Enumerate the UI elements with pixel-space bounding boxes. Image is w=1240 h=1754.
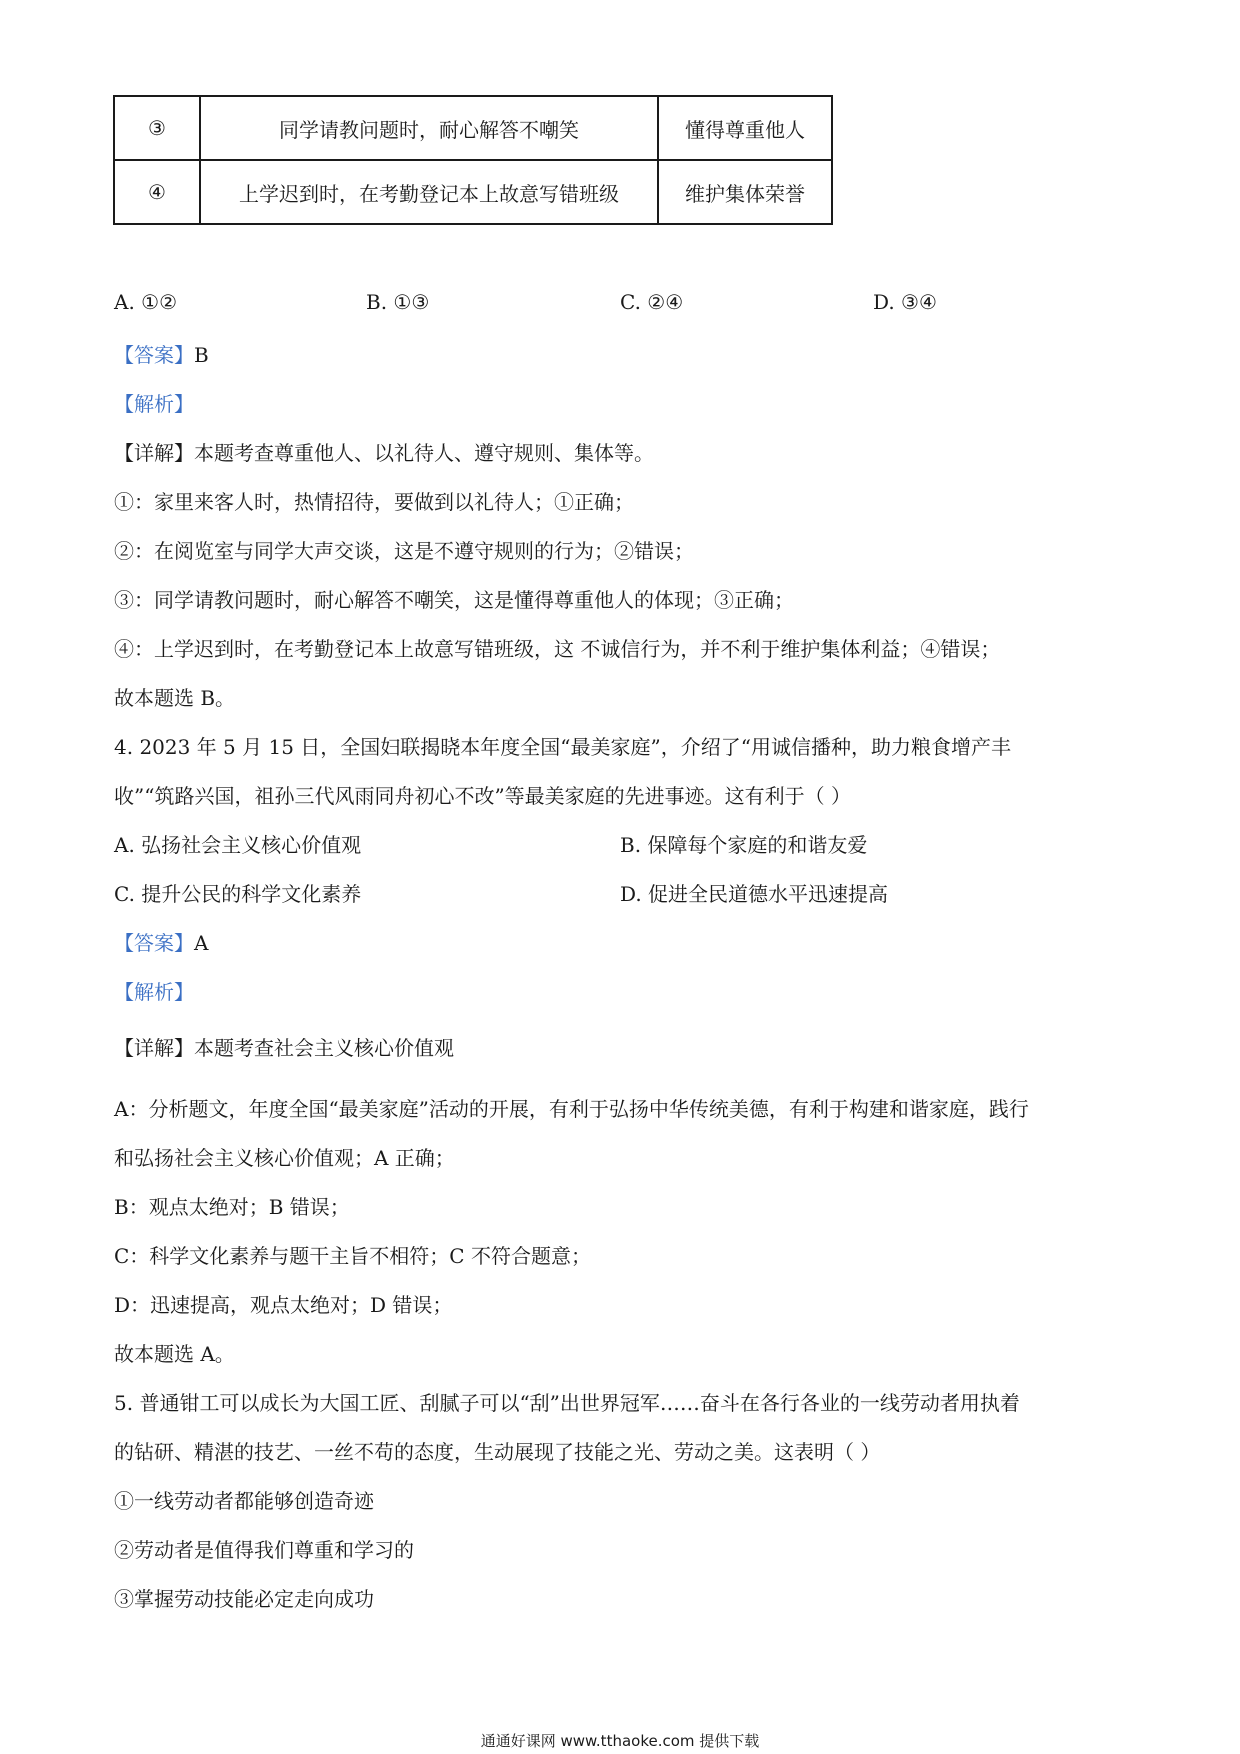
q3-option-d: D. ③④ <box>873 290 937 314</box>
q3-answer <box>114 339 209 368</box>
q4-detail <box>114 1032 454 1061</box>
q3-line-4: ④：上学迟到时，在考勤登记本上故意写错班级，这 不诚信行为，并不利于维护集体利益；④错误； <box>114 637 1001 661</box>
q4-option-c: C. 提升公民的科学文化素养 <box>114 882 362 906</box>
q3-option-c: C. ②④ <box>620 290 684 314</box>
q4-answer <box>114 927 208 956</box>
q5-stem-line-1: 5. 普通钳工可以成长为大国工匠、刮腻子可以“刮”出世界冠军……奋斗在各行各业的一线劳动者用执着 <box>114 1391 1020 1415</box>
q4-line-1: A：分析题文，年度全国“最美家庭”活动的开展，有利于弘扬中华传统美德，有利于构建和谐家庭，践行 <box>114 1097 1029 1121</box>
row-behavior: 同学请教问题时，耐心解答不嘲笑 <box>200 96 658 160</box>
answer-value: B <box>194 343 209 367</box>
q4-option-a: A. 弘扬社会主义核心价值观 <box>114 833 362 857</box>
detail-tag: 【详解】 <box>114 1036 194 1060</box>
detail-text: 本题考查尊重他人、以礼待人、遵守规则、集体等。 <box>194 441 654 465</box>
row-number: ④ <box>114 160 200 224</box>
answer-tag: 【答案】 <box>114 343 194 367</box>
q4-line-2: 和弘扬社会主义核心价值观；A 正确； <box>114 1146 455 1170</box>
row-number: ③ <box>114 96 200 160</box>
detail-text: 本题考查社会主义核心价值观 <box>194 1036 454 1060</box>
q4-conclusion: 故本题选 A。 <box>114 1342 235 1366</box>
page-footer: 通通好课网 www.tthaoke.com 提供下载 <box>480 1732 760 1750</box>
answer-value: A <box>194 931 209 955</box>
q5-item-3: ③掌握劳动技能必定走向成功 <box>114 1587 374 1611</box>
q3-conclusion: 故本题选 B。 <box>114 686 236 710</box>
q4-stem-line-2: 收”“筑路兴国，祖孙三代风雨同舟初心不改”等最美家庭的先进事迹。这有利于（ ） <box>114 784 852 808</box>
q5-item-2: ②劳动者是值得我们尊重和学习的 <box>114 1538 414 1562</box>
q3-option-a: A. ①② <box>114 290 178 314</box>
options-table <box>113 95 833 225</box>
q3-analysis-tag: 【解析】 <box>114 392 194 416</box>
row-evaluation: 维护集体荣誉 <box>658 160 832 224</box>
detail-tag: 【详解】 <box>114 441 194 465</box>
q3-option-b: B. ①③ <box>366 290 430 314</box>
q3-line-3: ③：同学请教问题时，耐心解答不嘲笑，这是懂得尊重他人的体现；③正确； <box>114 588 794 612</box>
q4-stem-line-1: 4. 2023 年 5 月 15 日，全国妇联揭晓本年度全国“最美家庭”，介绍了“用诚信播种，助力粮食增产丰 <box>114 735 1011 759</box>
q5-stem-line-2: 的钻研、精湛的技艺、一丝不苟的态度，生动展现了技能之光、劳动之美。这表明（ ） <box>114 1440 881 1464</box>
answer-tag: 【答案】 <box>114 931 194 955</box>
q3-detail <box>114 437 654 466</box>
table-row <box>114 96 832 160</box>
q4-line-3: B：观点太绝对；B 错误； <box>114 1195 350 1219</box>
row-evaluation: 懂得尊重他人 <box>658 96 832 160</box>
q3-line-2: ②：在阅览室与同学大声交谈，这是不遵守规则的行为；②错误； <box>114 539 694 563</box>
q4-option-b: B. 保障每个家庭的和谐友爱 <box>620 833 868 857</box>
q5-item-1: ①一线劳动者都能够创造奇迹 <box>114 1489 374 1513</box>
q4-option-d: D. 促进全民道德水平迅速提高 <box>620 882 889 906</box>
table-row <box>114 160 832 224</box>
q4-line-4: C：科学文化素养与题干主旨不相符；C 不符合题意； <box>114 1244 591 1268</box>
q4-line-5: D：迅速提高，观点太绝对；D 错误； <box>114 1293 453 1317</box>
q3-line-1: ①：家里来客人时，热情招待，要做到以礼待人；①正确； <box>114 490 634 514</box>
q4-analysis-tag: 【解析】 <box>114 980 194 1004</box>
row-behavior: 上学迟到时，在考勤登记本上故意写错班级 <box>200 160 658 224</box>
